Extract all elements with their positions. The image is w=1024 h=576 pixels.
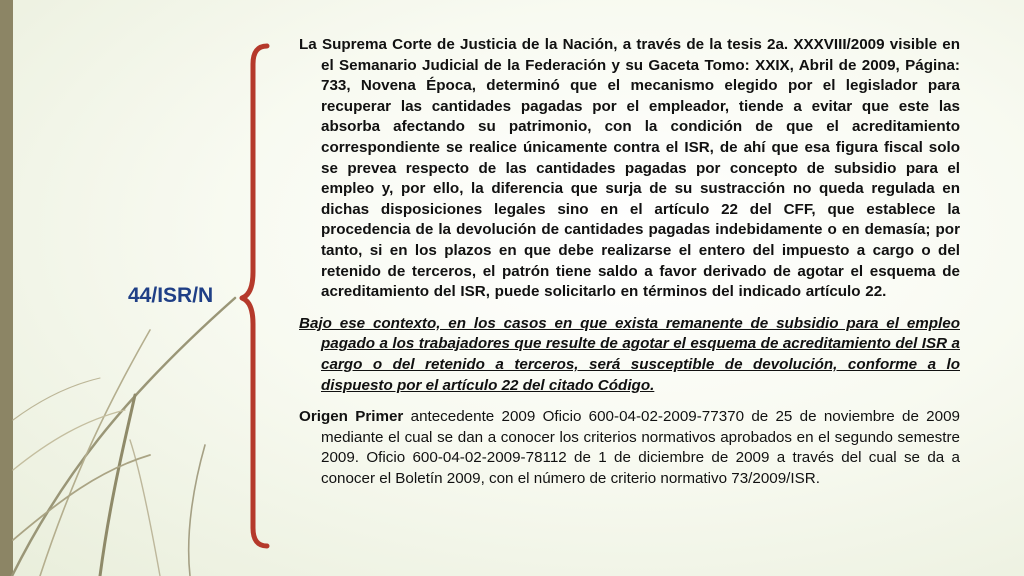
paragraph-conclusion: Bajo ese contexto, en los casos en que exista remanente de subsidio para el empleo pagado a los trabajadores que resulte de agotar el esquema de acreditamiento del ISR a cargo o del retenido a terceros, será susceptible de devolución, conforme a lo dispuesto por el artículo 22 del citado Código.: [299, 314, 960, 394]
origin-lead: Origen Primer: [299, 408, 404, 426]
paragraph-thesis: La Suprema Corte de Justicia de la Nación, a través de la tesis 2a. XXXVIII/2009 visible en el Semanario Judicial de la Federación y su Gaceta Tomo: XXIX, Abril de 2009, Página: 733, Novena Época, determinó que el mecanismo elegido por el legislador para recuperar las cantidades pagadas por el empleador, tiende a evitar que este las absorba afectando su patrimonio, con la condición de que el acreditamiento correspondiente se realice únicamente contra el ISR, de ahí que esa figura fiscal solo se prevea respecto de las cantidades pagadas por concepto de subsidio para el empleo y, por ello, la diferencia que surja de su sustracción no queda regulada en dichas disposiciones legales sino en el artículo 22 del CFF, que establece la procedencia de la devolución de cantidades pagadas indebidamente o en demasía; por tanto, si en los plazos en que debe realizarse el entero del impuesto a cargo o del retenido de terceros, el patrón tiene saldo a favor derivado de agotar el esquema de acreditamiento del ISR, puede solicitarlo en términos del indicado artículo 22.: [299, 36, 960, 301]
origin-body: antecedente 2009 Oficio 600-04-02-2009-77370 de 25 de noviembre de 2009 mediante el cual se dan a conocer los criterios normativos aprobados en el segundo semestre 2009. Oficio 600-04-02-2009-78112 de 1 de diciembre de 2009 a través del cual se da a conocer el Boletín 2009, con el número de criterio normativo 73/2009/ISR.: [321, 408, 960, 487]
paragraph-origin: [299, 407, 960, 489]
criterion-text: [299, 35, 960, 489]
criterion-code: 44/ISR/N: [128, 284, 214, 307]
curly-brace: [235, 40, 275, 555]
